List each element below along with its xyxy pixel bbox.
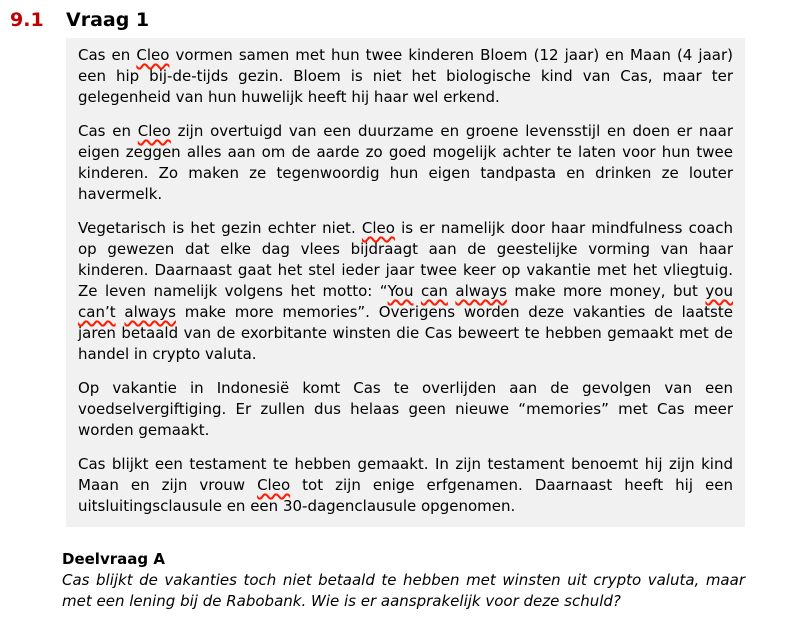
subquestion-text: Cas blijkt de vakanties toch niet betaald te hebben met winsten uit crypto valuta, maar met een lening bij de Rabobank. Wie is er aansprakelijk voor deze schuld?	[62, 571, 745, 610]
misspelled-word: always	[124, 303, 176, 321]
misspelled-word: can’t	[78, 303, 116, 321]
text-segment: zijn overtuigd van een duurzame en groene levensstijl en doen er naar eigen zeggen alles aan om de aarde zo goed mogelijk achter te laten voor hun twee kinderen. Zo maken ze tegenwoordig hun eigen tandpasta en drinken ze louter havermelk.	[78, 122, 733, 203]
subquestion-a	[62, 549, 745, 612]
case-paragraph	[78, 121, 733, 205]
subquestion-label: Deelvraag A	[62, 550, 165, 568]
section-number: 9.1	[10, 9, 44, 31]
misspelled-word: Cleo	[136, 46, 170, 64]
text-segment: make more memories”. Overigens worden deze vakanties de laatste jaren betaald van de exorbitante winsten die Cas beweert te hebben gemaakt met de handel in crypto valuta.	[78, 303, 733, 363]
text-segment: make more money, but	[506, 282, 706, 300]
text-segment: Vegetarisch is het gezin echter niet.	[78, 219, 362, 237]
misspelled-word: always	[455, 282, 507, 300]
misspelled-word: Cleo	[137, 122, 171, 140]
case-paragraph	[78, 454, 733, 517]
misspelled-word: Cleo	[257, 476, 291, 494]
text-segment: Op vakantie in Indonesië komt Cas te overlijden aan de gevolgen van een voedselvergiftiging. Er zullen dus helaas geen nieuwe “memories” met Cas meer worden gemaakt.	[78, 379, 733, 439]
case-description-box	[66, 38, 745, 527]
text-segment	[413, 282, 420, 300]
text-segment: is er namelijk door haar mindfulness coach op gewezen dat elke dag vlees bijdraagt aan de geestelijke vorming van haar kinderen. Daarnaast gaat het stel ieder jaar twee keer op vakantie met het vliegtuig. Ze leven namelijk volgens het motto: “	[78, 219, 733, 300]
question-title: Vraag 1	[66, 9, 150, 31]
text-segment: tot zijn enige erfgenamen. Daarnaast heeft hij een uitsluitingsclausule en een 30-dagenclausule opgenomen.	[78, 476, 733, 515]
text-segment: Cas en	[78, 46, 137, 64]
question-heading	[0, 0, 790, 32]
text-segment: Cas blijkt een testament te hebben gemaakt. In zijn testament benoemt hij zijn kind Maan en zijn vrouw	[78, 455, 733, 494]
misspelled-word: Cleo	[361, 219, 395, 237]
case-paragraph	[78, 378, 733, 441]
case-paragraph	[78, 45, 733, 108]
text-segment: Cas en	[78, 122, 138, 140]
text-segment: vormen samen met hun twee kinderen Bloem (12 jaar) en Maan (4 jaar) een hip bij-de-tijds gezin. Bloem is niet het biologische kind van Cas, maar ter gelegenheid van hun huwelijk heeft hij haar wel erkend.	[78, 46, 733, 106]
case-paragraph	[78, 218, 733, 365]
misspelled-word: You	[387, 282, 414, 300]
misspelled-word: you	[705, 282, 733, 300]
misspelled-word: can	[420, 282, 448, 300]
